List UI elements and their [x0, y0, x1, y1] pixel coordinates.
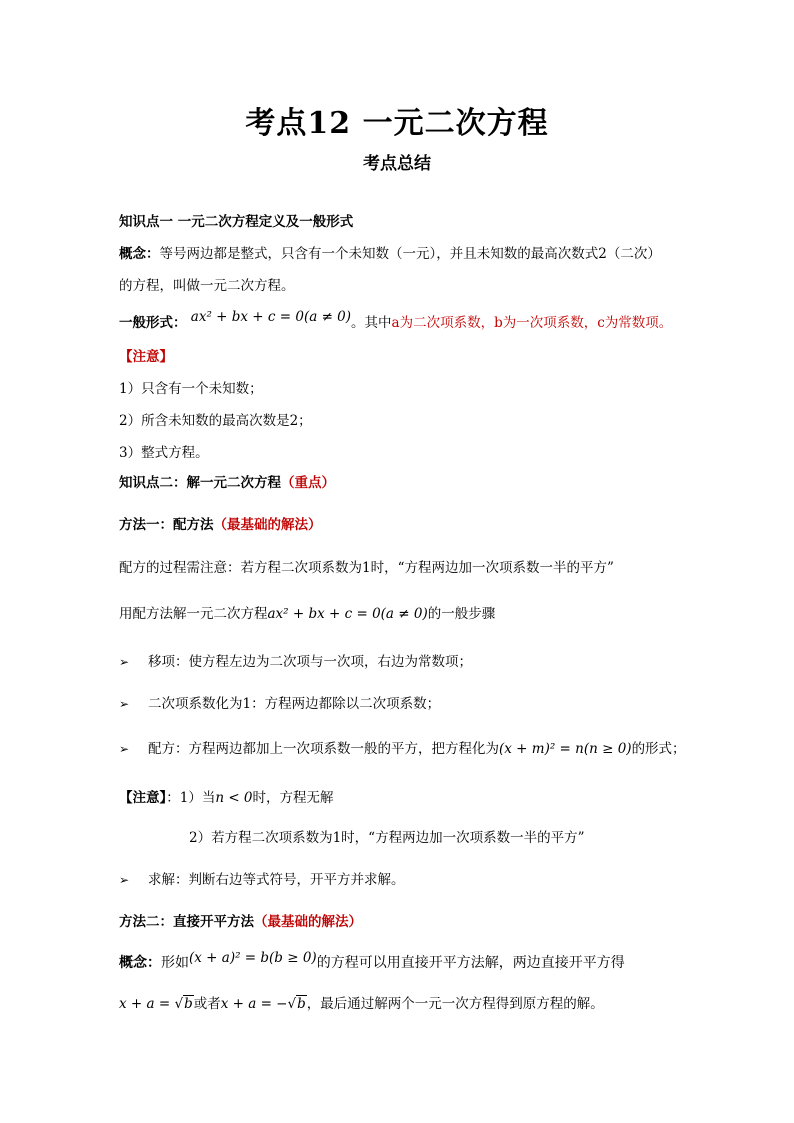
kp1-general-mid: 。其中	[351, 315, 392, 331]
method2-root2-lhs: x + a = −	[220, 996, 288, 1012]
kp2-heading	[119, 473, 335, 493]
step3-post: 的形式；	[631, 741, 686, 757]
note2-line-a	[119, 788, 334, 808]
step3-pre: 配方：方程两边都加上一次项系数一般的平方，把方程化为	[148, 741, 499, 757]
page-title: 考点12 一元二次方程	[245, 106, 549, 141]
step4-arrow-icon: ➢	[119, 873, 130, 887]
method2-root2-rhs: b	[297, 996, 306, 1012]
step3-arrow-icon: ➢	[119, 742, 130, 756]
kp1-note-3: 3）整式方程。	[119, 445, 209, 461]
step1-arrow-icon: ➢	[119, 655, 130, 669]
method1-line1: 配方的过程需注意：若方程二次项系数为1时，“方程两边加一次项系数一半的平方”	[119, 560, 614, 576]
page-subtitle: 考点总结	[363, 154, 431, 174]
kp1-general-form	[119, 309, 673, 333]
method2-heading-tag: （最基础的解法）	[254, 914, 362, 930]
note2-line-b: 2）若方程二次项系数为1时，“方程两边加一次项系数一半的平方”	[189, 830, 585, 846]
method1-line2	[119, 604, 495, 624]
sqrt-icon: √	[287, 996, 297, 1012]
method2-root1-lhs: x + a =	[119, 996, 175, 1012]
kp1-heading: 知识点一 一元二次方程定义及一般形式	[119, 214, 354, 230]
method2-concept-label: 概念：	[119, 955, 161, 971]
kp1-coef-b: b为一次项系数，	[494, 315, 598, 331]
method2-heading-text: 方法二：直接开平方法	[119, 914, 254, 930]
note2-a-pre: ：1）当	[166, 790, 216, 806]
step3-text	[148, 739, 686, 759]
method2-roots-line	[119, 994, 604, 1014]
kp1-general-label: 一般形式：	[119, 315, 187, 331]
kp1-note-2: 2）所含未知数的最高次数是2；	[119, 413, 312, 429]
note2-label: 【注意】	[119, 790, 167, 806]
method2-or: 或者	[193, 996, 221, 1012]
method1-heading-text: 方法一：配方法	[119, 517, 214, 533]
kp1-note-1: 1）只含有一个未知数；	[119, 381, 263, 397]
kp1-concept-text: 等号两边都是整式，只含有一个未知数（一元），并且未知数的最高次数式2（二次）	[159, 246, 661, 262]
kp1-coef-a: a为二次项系数，	[391, 315, 495, 331]
kp1-general-formula: ax² + bx + c = 0(a ≠ 0)	[190, 309, 352, 325]
step3-formula: (x + m)² = n(n ≥ 0)	[499, 741, 632, 757]
method1-heading	[119, 515, 322, 535]
method1-line2-formula: ax² + bx + c = 0(a ≠ 0)	[267, 606, 428, 622]
method2-concept-formula: (x + a)² = b(b ≥ 0)	[189, 950, 317, 966]
kp1-concept-line2: 的方程，叫做一元二次方程。	[119, 278, 295, 294]
kp1-concept-line1	[119, 244, 661, 264]
method2-heading	[119, 912, 362, 932]
step4-text: 求解：判断右边等式符号，开平方并求解。	[148, 872, 405, 888]
method1-heading-tag: （最基础的解法）	[213, 517, 322, 533]
method2-concept-line	[119, 950, 625, 973]
note2-a-post: 时，方程无解	[252, 790, 334, 806]
kp2-heading-tag: （重点）	[281, 475, 335, 491]
kp1-coef-c: c为常数项。	[597, 315, 673, 331]
kp1-concept-label: 概念：	[119, 246, 160, 262]
method1-line2-post: 的一般步骤	[427, 606, 496, 622]
sqrt-icon: √	[174, 996, 184, 1012]
kp2-heading-text: 知识点二：解一元二次方程	[119, 475, 281, 491]
step2-text: 二次项系数化为1：方程两边都除以二次项系数；	[148, 696, 441, 712]
step2-arrow-icon: ➢	[119, 697, 130, 711]
method2-concept-pre: 形如	[161, 955, 189, 971]
step1-text: 移项：使方程左边为二次项与一次项，右边为常数项；	[148, 654, 472, 670]
note2-a-formula: n < 0	[215, 790, 253, 806]
method2-root1-rhs: b	[184, 996, 193, 1012]
method1-line2-pre: 用配方法解一元二次方程	[119, 606, 268, 622]
kp1-note-label: 【注意】	[119, 349, 173, 365]
method2-end: ，最后通过解两个一元一次方程得到原方程的解。	[306, 996, 604, 1012]
method2-concept-post: 的方程可以用直接开平方法解，两边直接开平方得	[316, 955, 625, 971]
